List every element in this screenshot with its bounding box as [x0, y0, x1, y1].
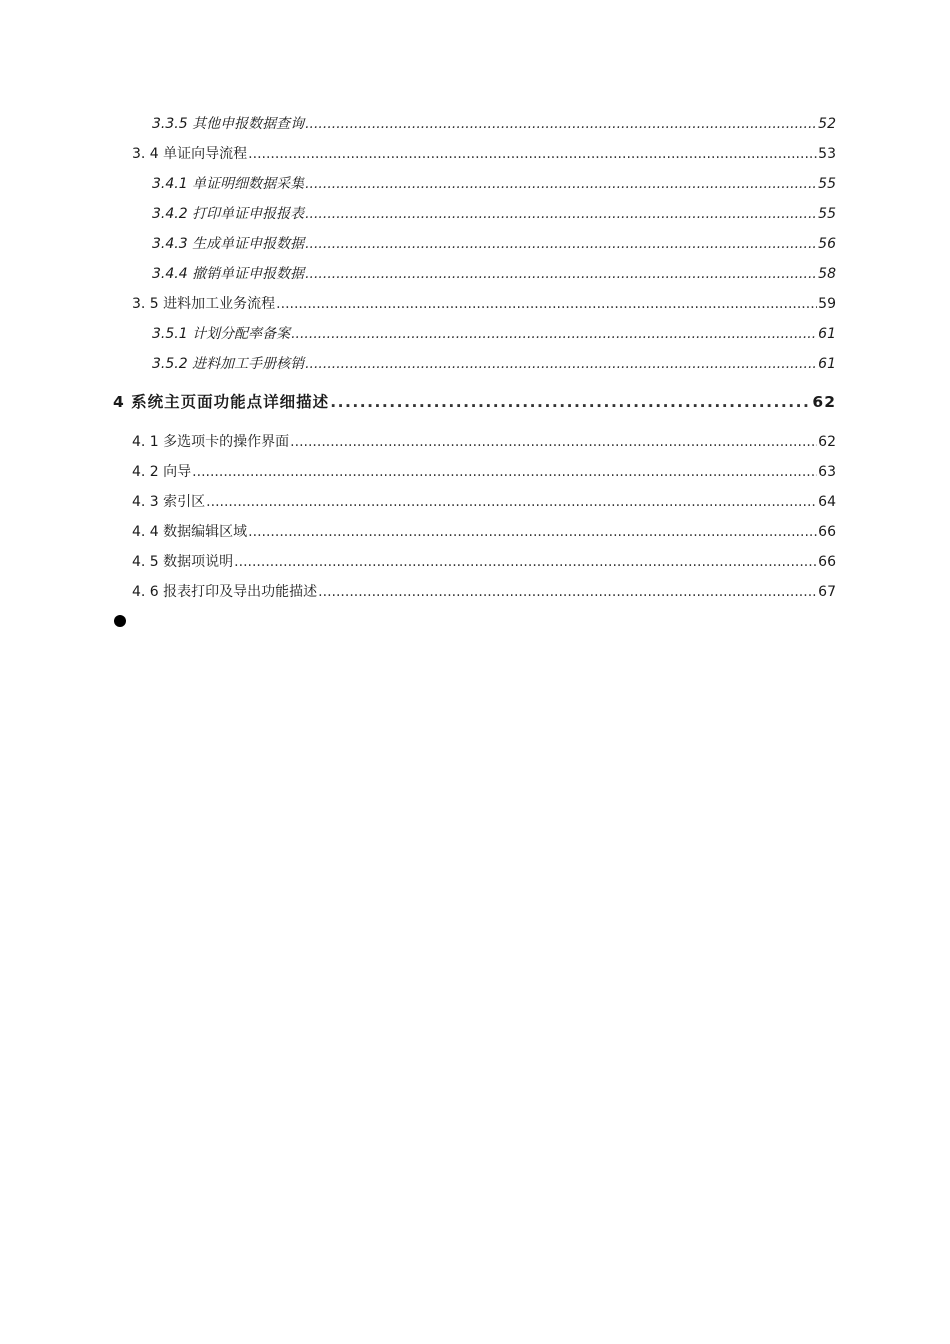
toc-page-number: 61 — [818, 356, 836, 372]
toc-entry-4-5[interactable] — [132, 551, 836, 573]
toc-page-number: 66 — [818, 524, 836, 540]
toc-leader-dots — [305, 263, 817, 285]
toc-entry-label: 4. 6 报表打印及导出功能描述 — [132, 584, 318, 600]
toc-leader-dots — [234, 551, 817, 573]
toc-page-number: 61 — [818, 326, 836, 342]
toc-leader-dots — [330, 391, 811, 413]
toc-entry-label: 4. 3 索引区 — [132, 494, 206, 510]
toc-entry-3-5-1[interactable] — [152, 323, 836, 345]
toc-page-number: 66 — [818, 554, 836, 570]
toc-leader-dots — [305, 353, 817, 375]
toc-leader-dots — [305, 233, 817, 255]
toc-page-number: 62 — [818, 434, 836, 450]
toc-page-number: 55 — [818, 176, 836, 192]
toc-page-number: 53 — [818, 146, 836, 162]
toc-entry-label: 4. 2 向导 — [132, 464, 192, 480]
toc-leader-dots — [318, 581, 817, 603]
toc-leader-dots — [305, 173, 817, 195]
bullet-point-icon — [114, 615, 126, 627]
toc-entry-4-6[interactable] — [132, 581, 836, 603]
toc-entry-label: 3.4.1 单证明细数据采集 — [152, 176, 305, 192]
toc-leader-dots — [276, 293, 817, 315]
toc-page-number: 64 — [818, 494, 836, 510]
toc-leader-dots — [248, 143, 817, 165]
toc-entry-label: 4. 1 多选项卡的操作界面 — [132, 434, 290, 450]
toc-entry-3-4[interactable] — [132, 143, 836, 165]
toc-entry-3-4-1[interactable] — [152, 173, 836, 195]
toc-entry-4-4[interactable] — [132, 521, 836, 543]
toc-entry-label: 3.5.1 计划分配率备案 — [152, 326, 291, 342]
toc-entry-4[interactable] — [113, 391, 836, 413]
toc-leader-dots — [291, 323, 817, 345]
toc-leader-dots — [248, 521, 817, 543]
toc-page-number: 52 — [818, 116, 836, 132]
toc-page-number: 59 — [818, 296, 836, 312]
toc-entry-3-3-5[interactable] — [152, 113, 836, 135]
toc-page-number: 56 — [818, 236, 836, 252]
toc-page-number: 58 — [818, 266, 836, 282]
toc-page-number: 67 — [818, 584, 836, 600]
toc-page-number: 62 — [812, 393, 836, 411]
toc-entry-label: 4. 5 数据项说明 — [132, 554, 234, 570]
toc-entry-label: 4. 4 数据编辑区域 — [132, 524, 248, 540]
toc-leader-dots — [290, 431, 817, 453]
toc-entry-3-4-2[interactable] — [152, 203, 836, 225]
toc-entry-3-4-4[interactable] — [152, 263, 836, 285]
toc-page-number: 55 — [818, 206, 836, 222]
toc-leader-dots — [206, 491, 817, 513]
toc-entry-label: 3. 5 进料加工业务流程 — [132, 296, 276, 312]
toc-entry-label: 3.4.2 打印单证申报报表 — [152, 206, 305, 222]
toc-entry-label: 3.3.5 其他申报数据查询 — [152, 116, 305, 132]
toc-entry-4-2[interactable] — [132, 461, 836, 483]
toc-page-number: 63 — [818, 464, 836, 480]
toc-entry-3-5[interactable] — [132, 293, 836, 315]
toc-entry-label: 4 系统主页面功能点详细描述 — [113, 393, 330, 411]
toc-leader-dots — [192, 461, 817, 483]
toc-entry-label: 3.4.4 撤销单证申报数据 — [152, 266, 305, 282]
toc-entry-3-5-2[interactable] — [152, 353, 836, 375]
toc-entry-3-4-3[interactable] — [152, 233, 836, 255]
toc-leader-dots — [305, 203, 817, 225]
toc-entry-label: 3. 4 单证向导流程 — [132, 146, 248, 162]
toc-entry-label: 3.4.3 生成单证申报数据 — [152, 236, 305, 252]
toc-entry-4-1[interactable] — [132, 431, 836, 453]
toc-entry-4-3[interactable] — [132, 491, 836, 513]
toc-entry-label: 3.5.2 进料加工手册核销 — [152, 356, 305, 372]
toc-leader-dots — [305, 113, 817, 135]
